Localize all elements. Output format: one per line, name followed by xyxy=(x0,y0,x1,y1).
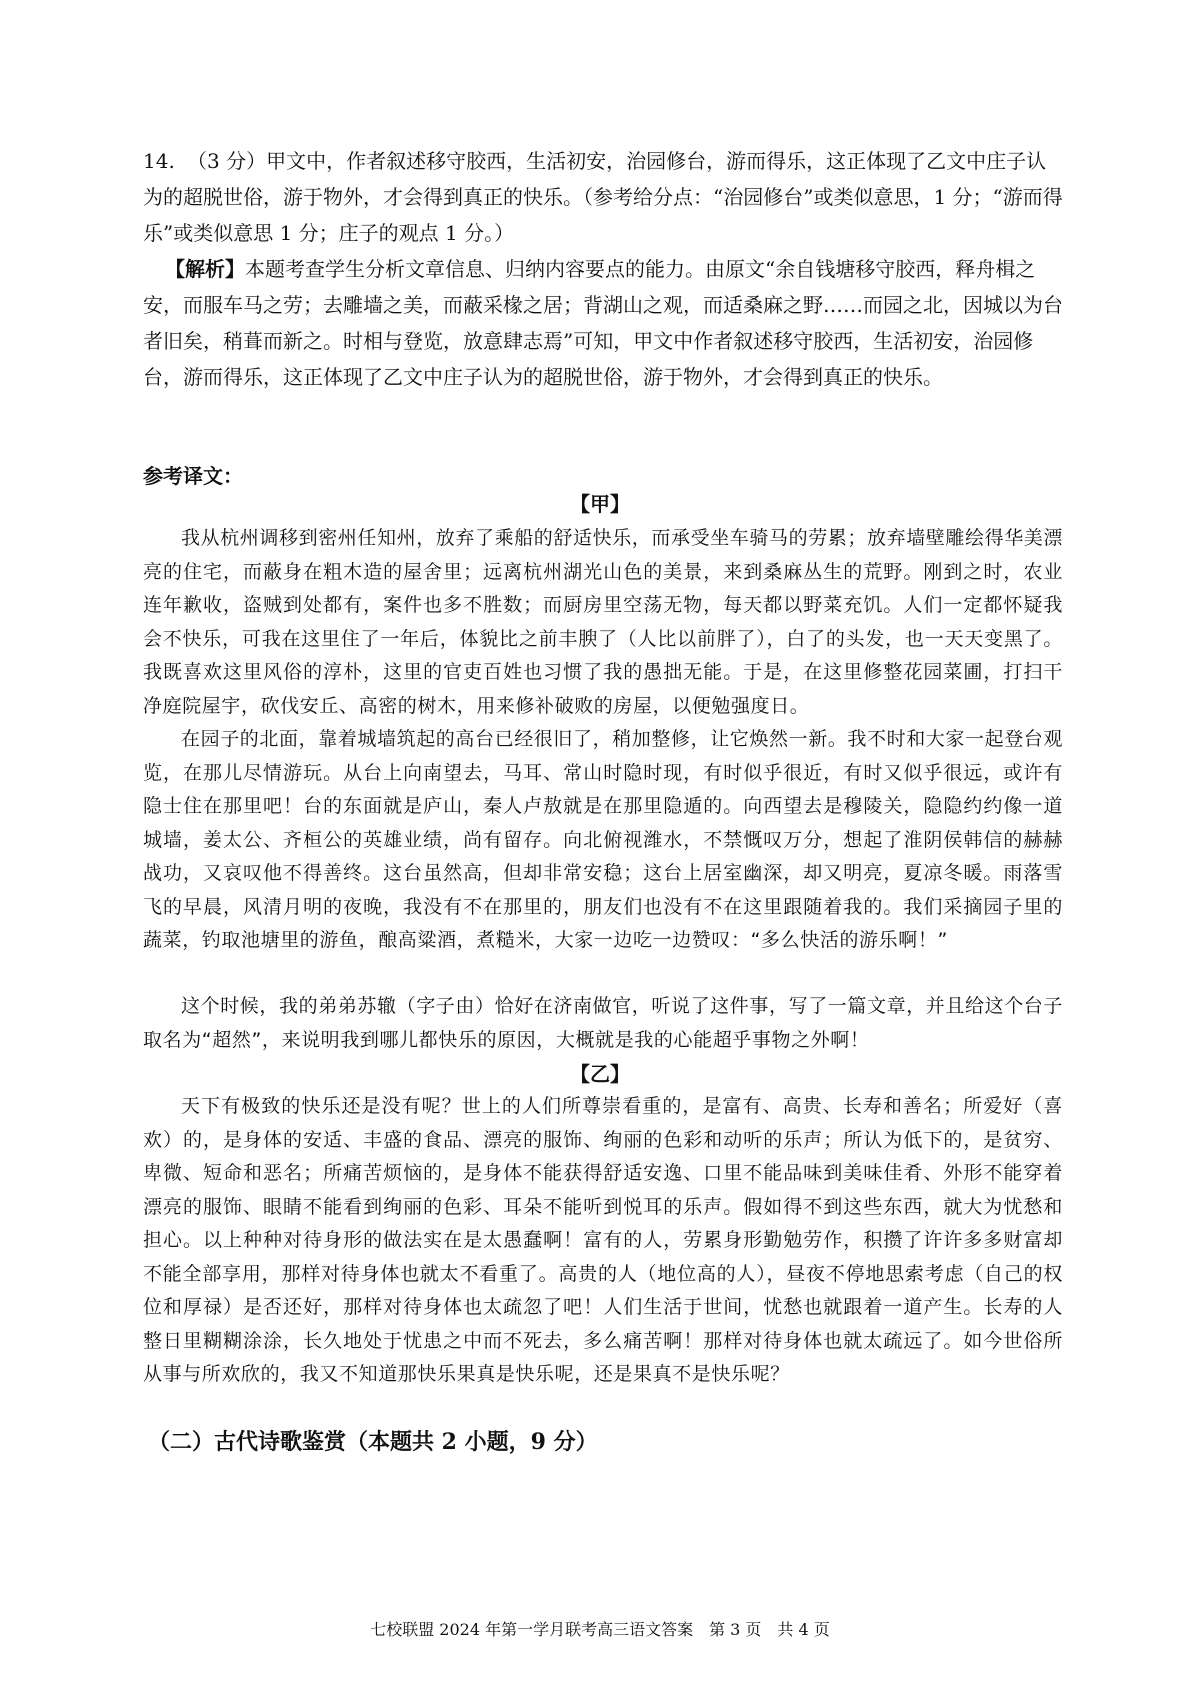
yi-marker: 【乙】 xyxy=(570,1062,630,1086)
jia-paragraph-2: 在园子的北面，靠着城墙筑起的高台已经很旧了，稍加整修，让它焕然一新。我不时和大家一起登台观览，在那儿尽情游玩。从台上向南望去，马耳、常山时隐时现，有时似乎很近，有时又似乎很远，或许有隐士住在那里吧！台的东面就是庐山，秦人卢敖就是在那里隐遁的。向西望去是穆陵关，隐隐约约像一道城墙，姜太公、齐桓公的英雄业绩，尚有留存。向北俯视潍水，不禁慨叹万分，想起了淮阴侯韩信的赫赫战功，又哀叹他不得善终。这台虽然高，但却非常安稳；这台上居室幽深，却又明亮，夏凉冬暖。雨落雪飞的早晨，风清月明的夜晚，我没有不在那里的，朋友们也没有不在这里跟随着我的。我们采摘园子里的蔬菜，钓取池塘里的游鱼，酿高粱酒，煮糙米，大家一边吃一边赞叹：“多么快活的游乐啊！” xyxy=(143,728,1064,951)
analysis-text: 本题考查学生分析文章信息、归纳内容要点的能力。由原文“余自钱塘移守胶西，释舟楫之安，而服车马之劳；去雕墙之美，而蔽采椽之居；背湖山之观，而适桑麻之野……而园之北，因城以为台者旧矣，稍葺而新之。时相与登览，放意肆志焉”可知，甲文中作者叙述移守胶西，生活初安，治园修台，游而得乐，这正体现了乙文中庄子认为的超脱世俗，游于物外，才会得到真正的快乐。 xyxy=(143,257,1063,389)
analysis-paragraph xyxy=(143,251,1063,395)
jia-paragraph-3: 这个时候，我的弟弟苏辙（字子由）恰好在济南做官，听说了这件事，写了一篇文章，并且给这个台子取名为“超然”，来说明我到哪儿都快乐的原因，大概就是我的心能超乎事物之外啊！ xyxy=(143,995,1064,1051)
question-14-text: （3 分）甲文中，作者叙述移守胶西，生活初安，治园修台，游而得乐，这正体现了乙文中庄子认为的超脱世俗，游于物外，才会得到真正的快乐。（参考给分点：“治园修台”或类似意思，1 分；“游而得乐”或类似意思 1 分；庄子的观点 1 分。） xyxy=(143,149,1063,245)
section-heading: （二）古代诗歌鉴赏（本题共 2 小题，9 分） xyxy=(148,1429,598,1455)
analysis-tag: 【解析】 xyxy=(165,257,245,281)
jia-marker: 【甲】 xyxy=(570,492,630,516)
yi-paragraph-1: 天下有极致的快乐还是没有呢？世上的人们所尊崇看重的，是富有、高贵、长寿和善名；所爱好（喜欢）的，是身体的安适、丰盛的食品、漂亮的服饰、绚丽的色彩和动听的乐声；所认为低下的，是贫穷、卑微、短命和恶名；所痛苦烦恼的，是身体不能获得舒适安逸、口里不能品味到美味佳肴、外形不能穿着漂亮的服饰、眼睛不能看到绚丽的色彩、耳朵不能听到悦耳的乐声。假如得不到这些东西，就大为忧愁和担心。以上种种对待身形的做法实在是太愚蠢啊！富有的人，劳累身形勤勉劳作，积攒了许许多多财富却不能全部享用，那样对待身体也就太不看重了。高贵的人（地位高的人），昼夜不停地思索考虑（自己的权位和厚禄）是否还好，那样对待身体也太疏忽了吧！人们生活于世间，忧愁也就跟着一道产生。长寿的人整日里糊糊涂涂，长久地处于忧患之中而不死去，多么痛苦啊！那样对待身体也就太疏远了。如今世俗所从事与所欢欣的，我又不知道那快乐果真是快乐呢，还是果真不是快乐呢？ xyxy=(143,1095,1063,1385)
page-footer: 七校联盟 2024 年第一学月联考高三语文答案 第 3 页 共 4 页 xyxy=(370,1620,830,1639)
question-number: 14. xyxy=(143,149,175,173)
question-14-answer xyxy=(143,143,1063,251)
reference-translation-title: 参考译文： xyxy=(143,464,243,488)
jia-paragraph-1: 我从杭州调移到密州任知州，放弃了乘船的舒适快乐，而承受坐车骑马的劳累；放弃墙壁雕绘得华美漂亮的住宅，而蔽身在粗木造的屋舍里；远离杭州湖光山色的美景，来到桑麻丛生的荒野。刚到之时，农业连年歉收，盗贼到处都有，案件也多不胜数；而厨房里空荡无物，每天都以野菜充饥。人们一定都怀疑我会不快乐，可我在这里住了一年后，体貌比之前丰腴了（人比以前胖了），白了的头发，也一天天变黑了。我既喜欢这里风俗的淳朴，这里的官吏百姓也习惯了我的愚拙无能。于是，在这里修整花园菜圃，打扫干净庭院屋宇，砍伐安丘、高密的树木，用来修补破败的房屋，以便勉强度日。 xyxy=(143,527,1064,717)
